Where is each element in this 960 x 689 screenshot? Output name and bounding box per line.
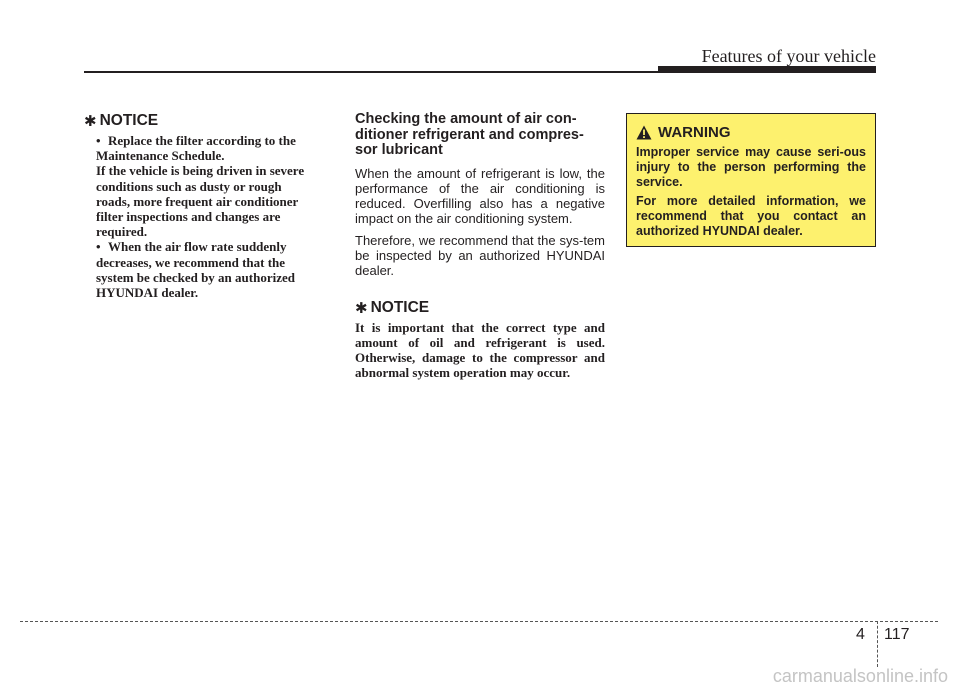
footer-rule (20, 621, 938, 622)
bullet-line: • Replace the filter according to the (96, 133, 296, 148)
bullet-line: Maintenance Schedule. (96, 148, 225, 164)
bullet-line: conditions such as dusty or rough (96, 178, 282, 194)
warning-title: WARNING (658, 124, 731, 141)
star-cross-icon: ✱ (355, 299, 368, 317)
bullet-dot: • (96, 133, 101, 148)
bullet-line: HYUNDAI dealer. (96, 285, 199, 301)
warning-heading (636, 124, 866, 141)
list-item (84, 239, 334, 300)
notice-heading (355, 299, 605, 317)
body-paragraph: Therefore, we recommend that the sys-tem be inspected by an authorized HYUNDAI dealer. (355, 232, 605, 279)
warning-box (626, 113, 876, 247)
star-cross-icon: ✱ (84, 113, 97, 130)
bullet-line: system be checked by an authorized (96, 269, 295, 285)
warning-text: For more detailed information, we recommend that you contact an authorized HYUNDAI dealer. (636, 194, 866, 238)
notice-heading-label: NOTICE (370, 298, 430, 316)
header-title: Features of your vehicle (701, 46, 876, 66)
warning-text: Improper service may cause seri-ous injury to the person performing the service. (636, 145, 866, 189)
notice-text: It is important that the correct type and amount of oil and refrigerant is used. Otherwise, damage to the compressor and abnormal system operation may occur. (355, 319, 605, 381)
notice-heading-label: NOTICE (99, 112, 159, 129)
warning-triangle-icon (636, 125, 652, 140)
header-rule-accent (658, 66, 876, 73)
list-item (84, 133, 334, 239)
watermark: carmanualsonline.info (772, 666, 948, 686)
left-column (84, 112, 334, 300)
page-divider (877, 621, 878, 667)
bullet-line: roads, more frequent air conditioner (96, 193, 299, 209)
notice-heading (84, 112, 334, 130)
body-paragraph: When the amount of refrigerant is low, the performance of the air conditioning is reduced. Overfilling also has a negative impact on the air conditioning system. (355, 165, 605, 227)
bullet-dot: • (96, 239, 101, 255)
chapter-number: 4 (856, 626, 865, 643)
page-number: 117 (884, 626, 910, 643)
bullet-line: • When the air flow rate suddenly (96, 239, 287, 255)
bullet-line: If the vehicle is being driven in severe (96, 163, 305, 179)
notice-bullet-list (84, 133, 334, 300)
bullet-line: filter inspections and changes are (96, 209, 281, 225)
middle-column (355, 112, 605, 381)
bullet-line: decreases, we recommend that the (96, 254, 286, 270)
section-heading: Checking the amount of air con-ditioner refrigerant and compres-sor lubricant (355, 111, 584, 158)
bullet-line: required. (96, 224, 148, 240)
